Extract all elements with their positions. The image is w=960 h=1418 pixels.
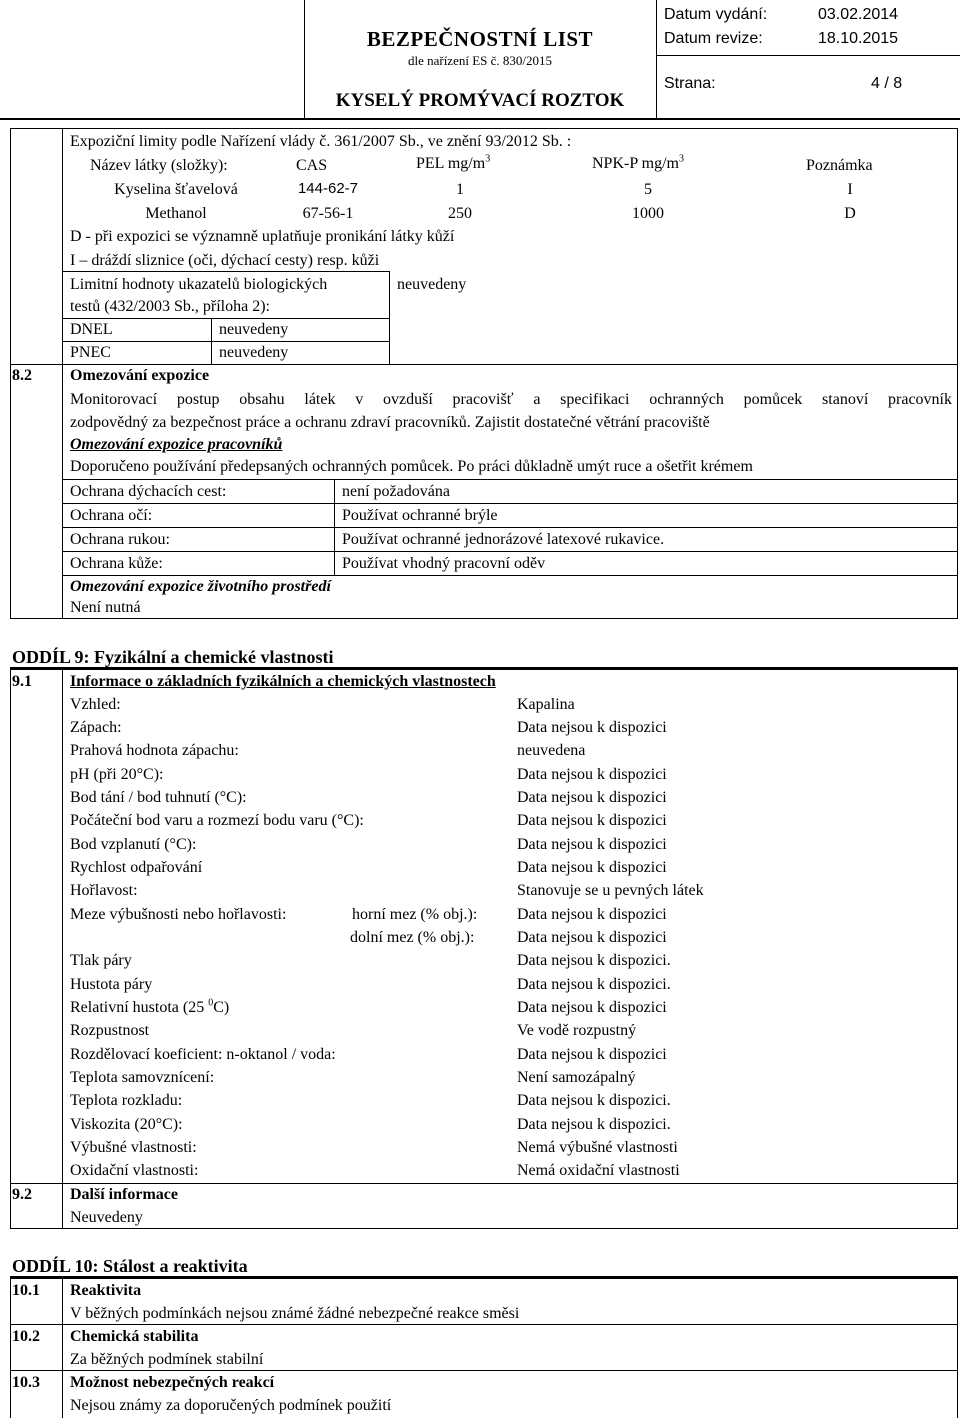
rel-density-tail: C)	[213, 999, 230, 1016]
issue-date-value: 03.02.2014	[818, 6, 899, 23]
revision-date-label: Datum revize:	[664, 30, 763, 47]
table-row-1-cas: 144-62-7	[297, 180, 359, 197]
prop-boiling-label: Počáteční bod varu a rozmezí bodu varu (°C):	[70, 812, 364, 829]
prop-odor-label: Zápach:	[70, 719, 122, 736]
prop-lower-value: Data nejsou k dispozici	[517, 929, 667, 946]
page-value: 4 / 8	[871, 75, 903, 92]
rel-density-text: Relativní hustota (25	[70, 999, 205, 1016]
prop-solubility-label: Rozpustnost	[70, 1022, 150, 1039]
table-row-1-note: I	[847, 181, 853, 198]
npk-sup: 3	[678, 153, 684, 165]
prop-flammability-value: Stanovuje se u pevných látek	[517, 882, 704, 899]
protection-eyes-value: Používat ochranné brýle	[342, 507, 498, 524]
s92-number: 9.2	[12, 1186, 32, 1203]
pel-sup: 3	[485, 153, 491, 165]
s102-text: Za běžných podmínek stabilní	[70, 1351, 264, 1368]
table-header-name: Název látky (složky):	[90, 157, 228, 174]
revision-date-value: 18.10.2015	[818, 30, 899, 47]
s92-title: Další informace	[70, 1186, 178, 1203]
table-header-pel	[416, 153, 491, 172]
s82-title: Omezování expozice	[70, 367, 210, 384]
prop-autoignition-value: Není samozápalný	[517, 1069, 636, 1086]
page-label: Strana:	[664, 75, 716, 92]
prop-boiling-value: Data nejsou k dispozici	[517, 812, 667, 829]
env-title: Omezování expozice životního prostředí	[70, 578, 331, 595]
prop-decomposition-label: Teplota rozkladu:	[70, 1092, 183, 1109]
dnel-divider	[211, 318, 212, 365]
pnec-value: neuvedeny	[219, 344, 289, 361]
prop-odor-value: Data nejsou k dispozici	[517, 719, 667, 736]
pnec-label: PNEC	[70, 344, 111, 361]
limits-title: Expoziční limity podle Nařízení vlády č. 361/2007 Sb., ve znění 93/2012 Sb. :	[70, 133, 572, 150]
protection-line-1	[62, 503, 958, 504]
prop-vapor-pressure-label: Tlak páry	[70, 952, 132, 969]
note-i: I – dráždí sliznice (oči, dýchací cesty) resp. kůži	[70, 252, 380, 269]
prop-evaporation-label: Rychlost odpařování	[70, 859, 203, 876]
s91-number: 9.1	[12, 673, 32, 690]
prop-relative-density-value: Data nejsou k dispozici	[517, 999, 667, 1016]
prop-oxidizing-label: Oxidační vlastnosti:	[70, 1162, 199, 1179]
s82-number: 8.2	[12, 367, 32, 384]
s102-number: 10.2	[12, 1328, 40, 1345]
section-8-inner-divider	[62, 128, 63, 619]
prop-explosive-props-label: Výbušné vlastnosti:	[70, 1139, 197, 1156]
protection-line-2	[62, 527, 958, 528]
prop-solubility-value: Ve vodě rozpustný	[517, 1022, 637, 1039]
protection-respiratory-value: není požadována	[342, 483, 450, 500]
s91-title: Informace o základních fyzikálních a chemických vlastnostech	[70, 673, 496, 690]
table-row-2-npk: 1000	[632, 205, 664, 222]
prop-appearance-label: Vzhled:	[70, 696, 121, 713]
table-row-2-note: D	[844, 205, 856, 222]
prop-evaporation-value: Data nejsou k dispozici	[517, 859, 667, 876]
protection-line-4	[62, 575, 958, 576]
regulation-text: dle nařízení ES č. 830/2015	[407, 53, 553, 68]
protection-line-3	[62, 551, 958, 552]
prop-partition-label: Rozdělovací koeficient: n-oktanol / voda:	[70, 1046, 336, 1063]
npk-label: NPK-P mg/m	[592, 155, 679, 172]
protection-eyes-label: Ochrana očí:	[70, 507, 153, 524]
monitoring-line-1: Monitorovací postup obsahu látek v ovzduší pracovišť a specifikaci ochranných pomůcek stanoví pracovník	[70, 391, 952, 408]
prop-ph-label: pH (při 20°C):	[70, 766, 164, 783]
table-row-2-pel: 250	[448, 205, 472, 222]
prop-odor-threshold-value: neuvedena	[517, 742, 586, 759]
table-row-1-pel: 1	[456, 181, 464, 198]
bio-table	[62, 271, 390, 272]
table-header-cas: CAS	[296, 157, 328, 174]
protection-line-0	[62, 479, 958, 480]
protection-divider	[334, 479, 335, 575]
table-row-2-cas: 67-56-1	[302, 205, 354, 222]
prop-flash-value: Data nejsou k dispozici	[517, 836, 667, 853]
s92-text: Neuvedeny	[70, 1209, 143, 1226]
issue-date-label: Datum vydání:	[664, 6, 768, 23]
prop-ph-value: Data nejsou k dispozici	[517, 766, 667, 783]
header-right-divider	[656, 55, 960, 56]
prop-vapor-pressure-value: Data nejsou k dispozici.	[517, 952, 671, 969]
prop-explosive-label: Meze výbušnosti nebo hořlavosti:	[70, 906, 287, 923]
prop-oxidizing-value: Nemá oxidační vlastnosti	[517, 1162, 680, 1179]
s102-title: Chemická stabilita	[70, 1328, 199, 1345]
prop-odor-threshold-label: Prahová hodnota zápachu:	[70, 742, 239, 759]
table-header-note: Poznámka	[806, 157, 873, 174]
bio-table-line-3	[62, 341, 390, 342]
table-row-1-name: Kyselina šťavelová	[114, 181, 238, 198]
dnel-label: DNEL	[70, 321, 113, 338]
s101-title: Reaktivita	[70, 1282, 142, 1299]
rel-density-sup: 0	[208, 997, 214, 1009]
prop-flammability-label: Hořlavost:	[70, 882, 138, 899]
prop-lower-label: dolní mez (% obj.):	[350, 929, 475, 946]
env-text: Není nutná	[70, 599, 141, 616]
bio-table-line-2	[62, 318, 390, 319]
document-title: BEZPEČNOSTNÍ LIST	[366, 27, 594, 51]
dnel-value: neuvedeny	[219, 321, 289, 338]
header-bottom-line	[0, 118, 960, 120]
note-d: D - při expozici se významně uplatňuje pronikání látky kůží	[70, 228, 455, 245]
s92-top-line	[10, 1183, 958, 1184]
workers-text: Doporučeno používání předepsaných ochranných pomůcek. Po práci důkladně umýt ruce a ošetřit krémem	[70, 458, 753, 475]
prop-upper-value: Data nejsou k dispozici	[517, 906, 667, 923]
bio-label-line-2: testů (432/2003 Sb., příloha 2):	[70, 298, 270, 315]
s101-number: 10.1	[12, 1282, 40, 1299]
prop-decomposition-value: Data nejsou k dispozici.	[517, 1092, 671, 1109]
section-10-inner-divider	[62, 1278, 63, 1418]
protection-skin-label: Ochrana kůže:	[70, 555, 163, 572]
section-9-inner-divider	[62, 669, 63, 1229]
product-name: KYSELÝ PROMÝVACÍ ROZTOK	[335, 90, 625, 111]
prop-vapor-density-label: Hustota páry	[70, 976, 153, 993]
s103-text: Nejsou známy za doporučených podmínek použití	[70, 1397, 392, 1414]
prop-melting-value: Data nejsou k dispozici	[517, 789, 667, 806]
prop-explosive-props-value: Nemá výbušné vlastnosti	[517, 1139, 678, 1156]
workers-title: Omezování expozice pracovníků	[70, 436, 283, 453]
s103-number: 10.3	[12, 1374, 40, 1391]
prop-flash-label: Bod vzplanutí (°C):	[70, 836, 197, 853]
section-10-title: ODDÍL 10: Stálost a reaktivita	[12, 1256, 248, 1276]
table-row-1-npk: 5	[644, 181, 652, 198]
bio-value: neuvedeny	[397, 276, 467, 293]
table-header-npk	[592, 153, 684, 172]
prop-relative-density-label	[70, 997, 230, 1016]
prop-melting-label: Bod tání / bod tuhnutí (°C):	[70, 789, 247, 806]
prop-autoignition-label: Teplota samovznícení:	[70, 1069, 215, 1086]
s101-text: V běžných podmínkách nejsou známé žádné nebezpečné reakce směsi	[70, 1305, 520, 1322]
protection-respiratory-label: Ochrana dýchacích cest:	[70, 483, 227, 500]
protection-skin-value: Používat vhodný pracovní oděv	[342, 555, 546, 572]
s103-title: Možnost nebezpečných reakcí	[70, 1374, 275, 1391]
s10-line-2	[10, 1370, 958, 1371]
section-9-title: ODDÍL 9: Fyzikální a chemické vlastnosti	[12, 647, 334, 667]
s82-top-line	[10, 364, 958, 365]
prop-partition-value: Data nejsou k dispozici	[517, 1046, 667, 1063]
prop-viscosity-value: Data nejsou k dispozici.	[517, 1116, 671, 1133]
bio-label-line-1: Limitní hodnoty ukazatelů biologických	[70, 276, 328, 293]
prop-vapor-density-value: Data nejsou k dispozici.	[517, 976, 671, 993]
prop-viscosity-label: Viskozita (20°C):	[70, 1116, 183, 1133]
table-row-2-name: Methanol	[145, 205, 207, 222]
s10-line-1	[10, 1324, 958, 1325]
prop-appearance-value: Kapalina	[517, 696, 575, 713]
monitoring-line-2: zodpovědný za bezpečnost práce a ochranu zdraví pracovníků. Zajistit dostatečné větrání pracoviště	[70, 414, 710, 431]
pel-label: PEL mg/m	[416, 155, 486, 172]
protection-hands-label: Ochrana rukou:	[70, 531, 170, 548]
prop-upper-label: horní mez (% obj.):	[352, 906, 478, 923]
protection-hands-value: Používat ochranné jednorázové latexové rukavice.	[342, 531, 665, 548]
